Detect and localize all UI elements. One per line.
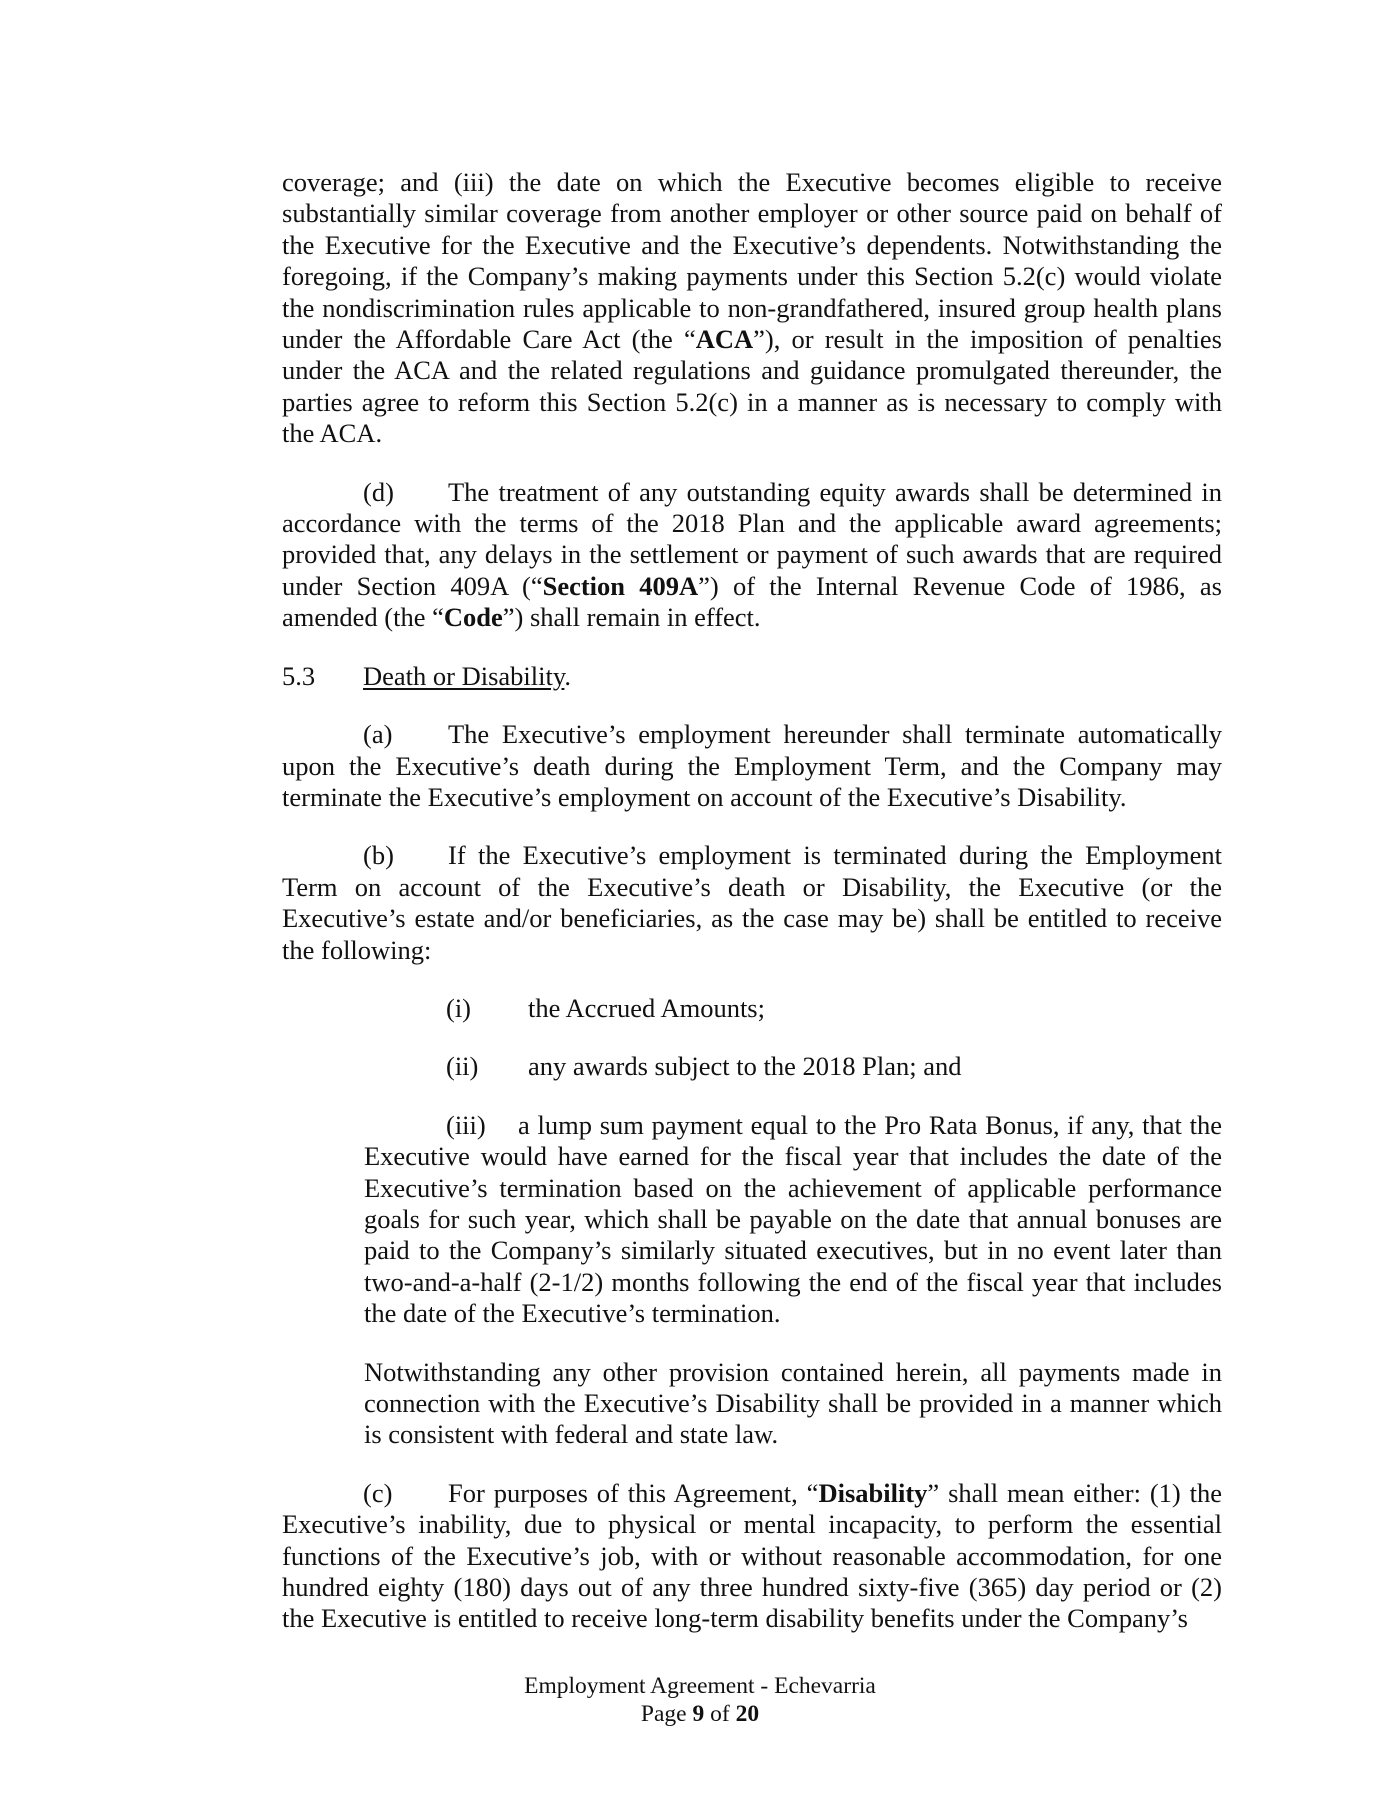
- page-prefix: Page: [640, 1701, 693, 1727]
- paragraph-d: [282, 477, 1222, 634]
- list-item-ii: [446, 1051, 1222, 1082]
- page-number: [0, 1700, 1400, 1728]
- paragraph-aca-coverage: [282, 167, 1222, 450]
- paragraph-text: coverage; and (iii) the date on which the Executive becomes eligible to receive substantially similar coverage from another employer or other source paid on behalf of the Executive for the Executive and the Executive’s dependents. Notwithstanding the foregoing, if the Company’s making payments under this Section 5.2(c) would violate the nondiscrimination rules applicable to non-grandfathered, insured group health plans under the Affordable Care Act (the “: [282, 167, 1222, 355]
- defined-term-aca: ACA: [695, 324, 754, 355]
- clause-label-a: (a): [363, 719, 393, 750]
- paragraph-text: Notwithstanding any other provision contained herein, all payments made in connection with the Executive’s Disability shall be provided in a manner which is consistent with federal and state law.: [364, 1356, 1222, 1450]
- defined-term-section-409a: Section 409A: [542, 570, 699, 601]
- paragraph-notwithstanding: [364, 1357, 1222, 1451]
- page-total: 20: [735, 1701, 760, 1727]
- paragraph-text: ” shall mean either: (1) the Executive’s inability, due to physical or mental incapacity, to perform the essential functions of the Executive’s job, with or without reasonable accommodation, for one hundred eighty (180) days out of any three hundred sixty-five (365) day period or (2) the Executive is entitled to receive long-term disability benefits under the Company’s: [282, 1477, 1222, 1634]
- defined-term-code: Code: [443, 602, 503, 633]
- clause-label-b: (b): [363, 840, 394, 871]
- paragraph-text: ”) shall remain in effect.: [502, 602, 761, 633]
- defined-term-disability: Disability: [818, 1477, 928, 1508]
- list-label: (ii): [446, 1051, 479, 1082]
- list-label: (i): [446, 992, 472, 1023]
- footer-title: Employment Agreement - Echevarria: [524, 1673, 876, 1699]
- page-of: of: [704, 1701, 736, 1727]
- paragraph-text: If the Executive’s employment is terminated during the Employment Term on account of the Executive’s death or Disability, the Executive (or the Executive’s estate and/or beneficiaries, as the case may be) shall be entitled to receive the following:: [282, 840, 1222, 965]
- section-heading: [282, 661, 1222, 692]
- section-number: 5.3: [282, 660, 316, 691]
- list-item-i: [446, 993, 1222, 1024]
- list-item-iii: [364, 1110, 1222, 1330]
- list-label: (iii): [446, 1109, 486, 1140]
- paragraph-a: [282, 719, 1222, 813]
- clause-label-c: (c): [363, 1477, 393, 1508]
- paragraph-text: For purposes of this Agreement, “: [448, 1477, 819, 1508]
- page-footer: [0, 1672, 1400, 1728]
- paragraph-text: ”), or result in the imposition of penalties under the ACA and the related regulations and guidance promulgated thereunder, the parties agree to reform this Section 5.2(c) in a manner as is necessary to comply with the ACA.: [282, 324, 1222, 449]
- paragraph-text: The treatment of any outstanding equity awards shall be determined in accordance with the terms of the 2018 Plan and the applicable award agreements; provided that, any delays in the settlement or payment of such awards that are required under Section 409A (“: [282, 476, 1222, 601]
- paragraph-c: [282, 1478, 1222, 1635]
- document-page: [282, 167, 1222, 1662]
- list-item-text: the Accrued Amounts;: [528, 992, 765, 1023]
- page-current: 9: [692, 1701, 705, 1727]
- list-item-text: a lump sum payment equal to the Pro Rata Bonus, if any, that the Executive would have earned for the fiscal year that includes the date of the Executive’s termination based on the achievement of applicable performance goals for such year, which shall be payable on the date that annual bonuses are paid to the Company’s similarly situated executives, but in no event later than two-and-a-half (2-1/2) months following the end of the fiscal year that includes the date of the Executive’s termination.: [364, 1109, 1222, 1329]
- list-item-text: any awards subject to the 2018 Plan; and: [528, 1051, 962, 1082]
- paragraph-text: The Executive’s employment hereunder shall terminate automatically upon the Executive’s death during the Employment Term, and the Company may terminate the Executive’s employment on account of the Executive’s Disability.: [282, 719, 1222, 812]
- paragraph-b: [282, 840, 1222, 966]
- paragraph-text: ”) of the Internal Revenue Code of 1986, as amended (the “: [282, 570, 1222, 633]
- section-title: Death or Disability: [363, 660, 565, 691]
- section-title-period: .: [564, 660, 572, 691]
- clause-label-d: (d): [363, 476, 394, 507]
